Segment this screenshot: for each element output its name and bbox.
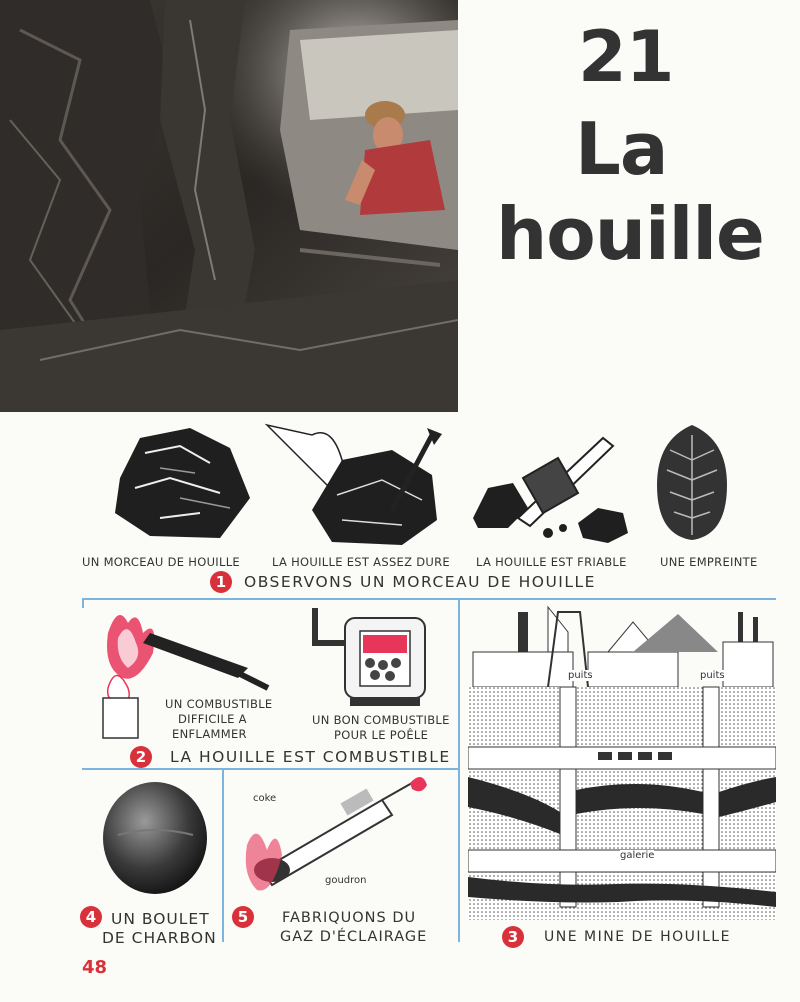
section1-badge: 1 [210, 571, 232, 593]
friable-test-illustration [468, 428, 638, 548]
section4-heading-line2: DE CHARBON [102, 929, 217, 947]
rule-center-vertical [458, 598, 460, 942]
coal-mine-diagram [468, 602, 776, 920]
chapter-title-line2: houille [496, 192, 764, 276]
caption-hard-to-ignite-3: ENFLAMMER [172, 727, 247, 741]
rule-top [82, 598, 776, 600]
caption-imprint: UNE EMPREINTE [660, 555, 758, 569]
section5-badge: 5 [232, 906, 254, 928]
label-coke: coke [253, 793, 277, 804]
rule-mid [82, 768, 458, 770]
page-number: 48 [82, 957, 108, 978]
chapter-number: 21 [578, 16, 674, 98]
section3-heading: UNE MINE DE HOUILLE [544, 929, 731, 945]
coal-lump-illustration [100, 418, 260, 548]
section2-badge: 2 [130, 746, 152, 768]
section4-badge: 4 [80, 906, 102, 928]
label-tar: goudron [325, 875, 367, 886]
section5-heading-line2: GAZ D'ÉCLAIRAGE [280, 929, 428, 945]
section2-heading: LA HOUILLE EST COMBUSTIBLE [170, 748, 451, 766]
rule-lower-vertical [222, 770, 224, 942]
section3-badge: 3 [502, 926, 524, 948]
caption-hardness: LA HOUILLE EST ASSEZ DURE [272, 555, 450, 569]
fossil-imprint-illustration [652, 420, 732, 545]
label-puits-left: puits [568, 670, 593, 681]
section1-heading: OBSERVONS UN MORCEAU DE HOUILLE [244, 573, 596, 591]
label-puits-right: puits [700, 670, 725, 681]
caption-friable: LA HOUILLE EST FRIABLE [476, 555, 627, 569]
rule-left-tick [82, 598, 84, 608]
caption-hard-to-ignite-1: UN COMBUSTIBLE [165, 697, 273, 711]
section4-heading-line1: UN BOULET [111, 910, 210, 928]
hardness-test-illustration [262, 420, 452, 550]
miner-photo [0, 0, 458, 412]
caption-hard-to-ignite-2: DIFFICILE A [178, 712, 247, 726]
label-galerie: galerie [620, 850, 655, 861]
chapter-title-line1: La [575, 107, 668, 191]
caption-coal-lump: UN MORCEAU DE HOUILLE [82, 555, 240, 569]
section5-heading-line1: FABRIQUONS DU [282, 910, 417, 926]
coal-briquette-illustration [98, 780, 213, 900]
caption-good-fuel-2: POUR LE POÊLE [334, 728, 429, 742]
caption-good-fuel-1: UN BON COMBUSTIBLE [312, 713, 450, 727]
stove-illustration [305, 603, 435, 713]
